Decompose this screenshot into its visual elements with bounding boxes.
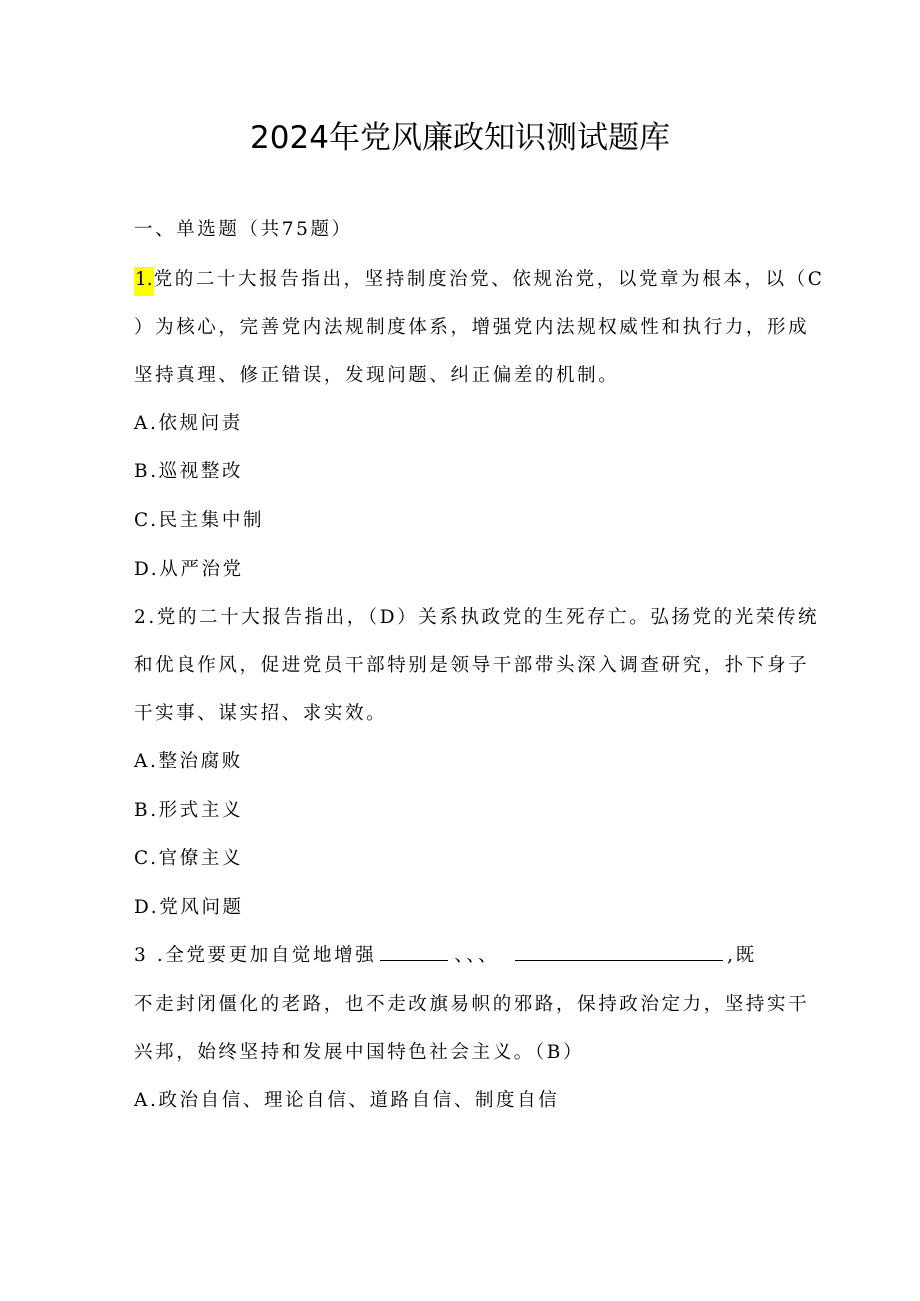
- question-1-option-b: B.巡视整改: [134, 461, 244, 482]
- question-1-option-c: C.民主集中制: [134, 510, 265, 531]
- section-heading: 一、单选题（共75题）: [134, 219, 353, 240]
- question-2-option-b: B.形式主义: [134, 800, 244, 821]
- question-2-option-a: A.整治腐败: [134, 751, 243, 772]
- question-text: 党的二十大报告指出，（D）关系执政党的生死存亡。弘扬党的光荣传统: [156, 607, 820, 628]
- question-2-option-c: C.官僚主义: [134, 848, 243, 869]
- question-3-line-1: [134, 942, 794, 970]
- question-text: 、、、: [454, 945, 500, 966]
- question-3-option-a: A.政治自信、理论自信、道路自信、制度自信: [134, 1090, 560, 1111]
- question-number: 3: [134, 945, 149, 966]
- question-1-line-1: [134, 266, 825, 294]
- document-title: 2024年党风廉政知识测试题库: [250, 120, 670, 156]
- question-2-line-1: [134, 604, 820, 632]
- question-1-option-a: A.依规问责: [134, 413, 243, 434]
- fill-in-blank: [515, 942, 723, 961]
- question-2-line-2: 和优良作风，促进党员干部特别是领导干部带头深入调查研究，扑下身子: [134, 655, 810, 676]
- fill-in-blank: [380, 942, 448, 961]
- question-text: .全党要更加自觉地增强: [148, 945, 377, 966]
- question-1-line-2: ）为核心，完善党内法规制度体系，增强党内法规权威性和执行力，形成: [134, 317, 810, 338]
- question-1-option-d: D.从严治党: [134, 559, 244, 580]
- question-3-line-2: 不走封闭僵化的老路，也不走改旗易帜的邪路，保持政治定力，坚持实干: [134, 994, 810, 1015]
- question-number: 2.: [134, 607, 157, 628]
- question-text: ,既: [727, 945, 757, 966]
- question-3-line-3: 兴邦，始终坚持和发展中国特色社会主义。（B）: [134, 1042, 585, 1063]
- question-number-highlight: 1.: [134, 267, 154, 296]
- question-2-option-d: D.党风问题: [134, 897, 244, 918]
- question-2-line-3: 干实事、谋实招、求实效。: [134, 703, 388, 724]
- question-1-line-3: 坚持真理、修正错误，发现问题、纠正偏差的机制。: [134, 365, 620, 386]
- question-text: 党的二十大报告指出，坚持制度治党、依规治党，以党章为根本，以（C: [153, 269, 825, 290]
